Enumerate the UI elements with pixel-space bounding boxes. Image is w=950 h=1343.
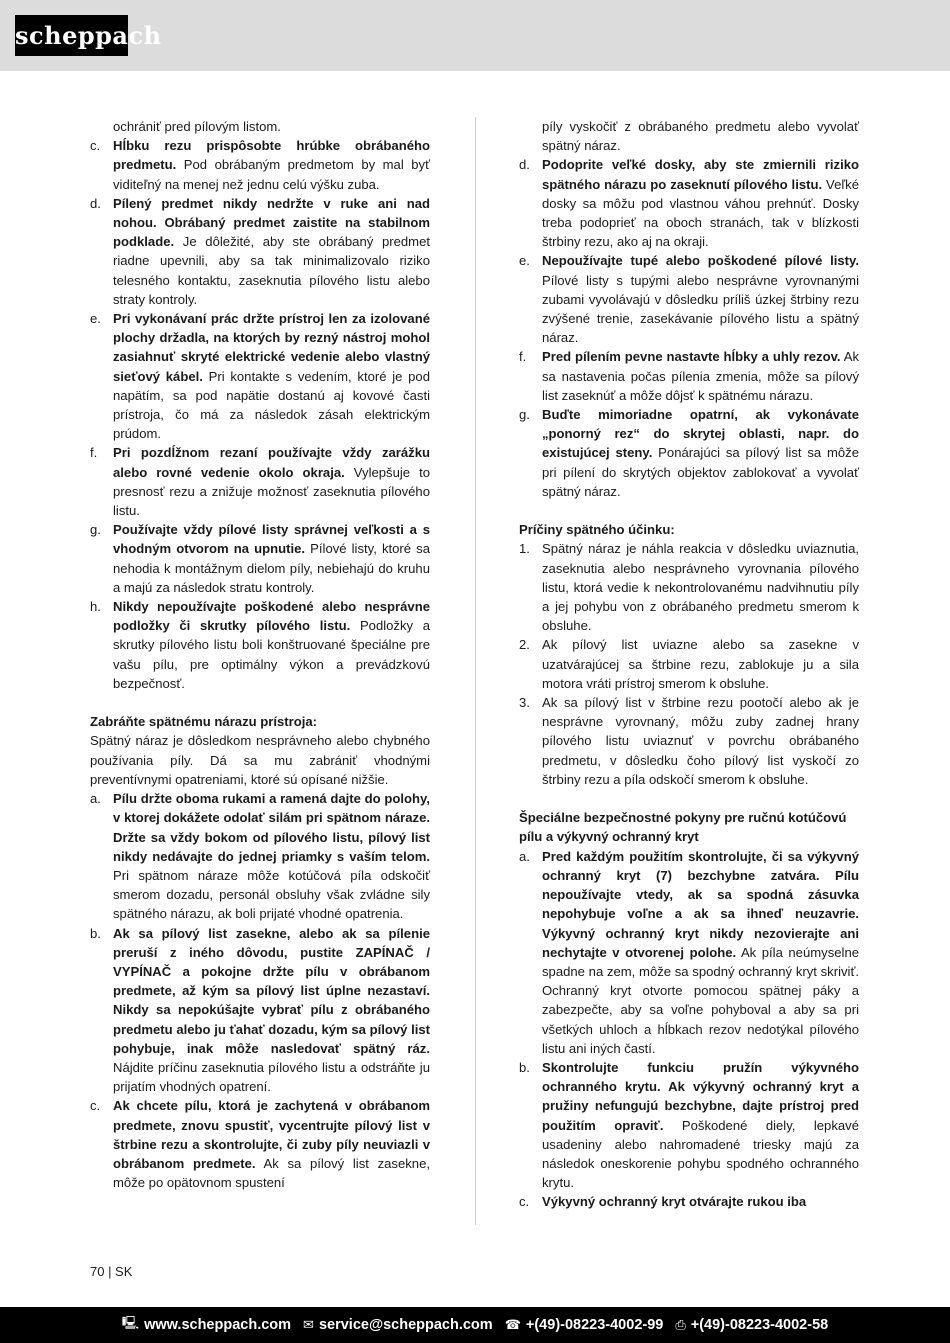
- item-text: Ak píla neúmyselne spadne na zem, môže sa spodný ochranný kryt skriviť. Ochranný kryt otvorte pomocou spätnej páky a zabezpečte, aby sa voľne pohyboval a aby sa pri všetkých uhloch a hĺbkach rezov nedotýkal pílového listu ani iných častí.: [542, 944, 860, 1056]
- list-marker: f.: [519, 349, 527, 365]
- list-left-1: [90, 136, 430, 693]
- right-column: [519, 117, 859, 1212]
- item-bold-text: Pred pílením pevne nastavte hĺbky a uhly rezov.: [542, 349, 841, 365]
- section-paragraph: Spätný náraz je dôsledkom nesprávneho alebo chybného používania píly. Dá sa mu zabrániť vhodnými preventívnymi opatreniami, ktoré sú opísané nižšie.: [90, 733, 430, 787]
- list-marker: d.: [519, 157, 530, 173]
- list-marker: 1.: [519, 541, 530, 557]
- item-bold-text: Ak chcete pílu, ktorá je zachytená v obrábanom predmete, znovu spustiť, vycentrujte pílový list v štrbine rezu a skontrolujte, či zuby píly neuviazli v obrábanom predmete.: [113, 1098, 430, 1171]
- list-item: [519, 155, 859, 251]
- list-marker: c.: [519, 1194, 530, 1210]
- list-item: [519, 539, 859, 635]
- item-text: Pílové listy, ktoré sa nehodia k montážnym dielom píly, nebiehajú do kruhu a majú za následok stratu kontroly.: [113, 541, 430, 595]
- item-bold-text: Hĺbku rezu prispôsobte hrúbke obrábaného predmetu.: [113, 138, 430, 173]
- item-text: Poškodené diely, lepkavé usadeniny alebo nahromadené triesky majú za následok oneskorenie pohybu spodného ochranného krytu.: [542, 1117, 859, 1191]
- item-text: Pod obrábaným predmetom by mal byť viditeľný na menej než jednu celú výšku zuba.: [113, 157, 430, 192]
- mail-icon: ✉: [303, 1317, 314, 1332]
- item-bold-text: Pílu držte oboma rukami a ramená dajte do polohy, v ktorej dokážete odolať silám pri spätnom náraze. Držte sa vždy bokom od pílového listu, pílový list nikdy nedávajte do jednej priamky s vaším telom.: [113, 791, 430, 864]
- section-title-kickback: Zabráňte spätnému nárazu prístroja:: [90, 714, 318, 730]
- list-item: [90, 789, 430, 923]
- list-marker: g.: [90, 522, 101, 538]
- item-bold-text: Nepoužívajte tupé alebo poškodené pílové listy.: [542, 253, 859, 269]
- list-marker: b.: [519, 1059, 530, 1075]
- list-item: [519, 405, 859, 501]
- list-item: [519, 693, 859, 789]
- list-item: [90, 520, 430, 597]
- item-text: Podložky a skrutky pílového listu boli konštruované špeciálne pre vašu pílu, pre optimálny výkon a prevádzkovú bezpečnosť.: [113, 618, 431, 691]
- list-marker: f.: [90, 445, 98, 461]
- item-text: Pílové listy s tupými alebo nesprávne vyrovnanými zubami vyvolávajú v dôsledku príliš úzkej štrbiny rezu zvýšené trenie, zasekávanie pílového listu a spätný náraz.: [542, 272, 859, 346]
- item-text: Pri spätnom náraze môže kotúčová píla odskočiť smerom dozadu, personál obsluhy však zvládne sily spätného nárazu, ak boli prijaté vhodné opatrenia.: [113, 867, 430, 922]
- list-item: [90, 443, 430, 520]
- list-marker: c.: [90, 138, 101, 154]
- list-marker: e.: [519, 253, 530, 269]
- item-bold-text: Nikdy nepoužívajte poškodené alebo nesprávne podložky či skrutky pílového listu.: [113, 599, 430, 634]
- list-marker: c.: [90, 1098, 101, 1114]
- item-text: Ak sa nastavenia počas pílenia zmenia, môže sa pílový list zaseknúť a môže dôjsť k spätnému nárazu.: [542, 349, 859, 403]
- list-right-1: [519, 155, 859, 501]
- footer-website[interactable]: [122, 1314, 291, 1336]
- page-number: 70 | SK: [90, 1264, 133, 1279]
- email-text: service@scheppach.com: [318, 1317, 493, 1333]
- list-marker: d.: [90, 195, 101, 211]
- scheppach-logo: scheppach: [15, 15, 128, 56]
- list-left-2: [90, 789, 430, 1192]
- item-bold-text: Používajte vždy pílové listy správnej veľkosti a s vhodným otvorom na upnutie.: [113, 522, 430, 557]
- continued-text: píly vyskočiť z obrábaného predmetu alebo vyvolať spätný náraz.: [542, 119, 859, 154]
- list-item: [90, 136, 430, 194]
- list-item: [90, 597, 430, 693]
- item-text: Ak sa pílový list zasekne, môže po opätovnom spustení: [113, 1155, 430, 1191]
- continued-text: ochrániť pred pílovým listom.: [113, 119, 281, 134]
- list-item: [90, 194, 430, 309]
- item-bold-text: Skontrolujte funkciu pružín výkyvného ochranného krytu. Ak výkyvný ochranný kryt a pružiny nefungujú bezchybne, dajte prístroj pred použitím opraviť.: [542, 1059, 859, 1133]
- item-text: Spätný náraz je náhla reakcia v dôsledku uviaznutia, zaseknutia alebo nesprávneho vyrovnania pílového listu, ktorá vedie k nekontrolovanému nadvihnutiu píly a jej pohybu von z obrábaného predmetu smerom k obsluhe.: [542, 541, 859, 634]
- item-bold-text: Ak sa pílový list zasekne, alebo ak sa pílenie preruší z iného dôvodu, pustite ZAPÍNAČ / VYPÍNAČ a pokojne držte pílu v obrábanom predmete, až kým sa pílový list úplne nezastaví. Nikdy sa nepokúšajte vybrať pílu z obrábaného predmetu alebo ju ťahať dozadu, kým sa pílový list pohybuje, inak môže nasledovať spätný ráz.: [113, 925, 430, 1056]
- computer-icon: 🖳: [121, 1315, 140, 1330]
- list-item: [519, 635, 859, 693]
- section-title-causes: Príčiny spätného účinku:: [519, 522, 675, 538]
- list-marker: 2.: [519, 637, 530, 653]
- list-marker: a.: [519, 848, 530, 864]
- list-item: [519, 1192, 859, 1211]
- list-item: [519, 251, 859, 347]
- footer-email[interactable]: [303, 1317, 493, 1333]
- item-bold-text: Pri vykonávaní prác držte prístroj len za izolované plochy držadla, na ktorých by rezný nástroj mohol zasiahnuť skryté elektrické vedenie alebo vlastný sieťový kábel.: [113, 311, 430, 384]
- list-marker: g.: [519, 407, 530, 423]
- phone-icon: ☎: [504, 1317, 521, 1332]
- item-text: Pri kontakte s vedením, ktoré je pod napätím, sa pod napätie dostanú aj kovové časti prístroja, čo má za následok zásah elektrickým prúdom.: [113, 368, 430, 442]
- list-marker: b.: [90, 925, 101, 941]
- footer-phone: [505, 1317, 664, 1333]
- item-text: Nájdite príčinu zaseknutia pílového listu a odstráňte ju prijatím vhodných opatrení.: [113, 1059, 430, 1095]
- list-marker: h.: [90, 599, 101, 615]
- list-item: [90, 309, 430, 443]
- footer-fax: [675, 1317, 828, 1333]
- item-text: Vylepšuje to presnosť rezu a znižuje možnosť zaseknutia pílového listu.: [113, 464, 430, 519]
- item-bold-text: Podoprite veľké dosky, aby ste zmiernili riziko spätného nárazu po zaseknutí pílového listu.: [542, 157, 859, 192]
- list-item: [519, 347, 859, 405]
- item-bold-text: Výkyvný ochranný kryt otvárajte rukou iba: [542, 1194, 807, 1210]
- item-text: Ak sa pílový list v štrbine rezu pootočí alebo ak je nesprávne vyrovnaný, môžu zuby zadnej hrany pílového listu uviaznuť v povrchu obrábaného predmetu, v dôsledku čoho pílový list vyskočí zo štrbiny rezu a píla odskočí smerom k obsluhe.: [542, 695, 859, 787]
- left-column: [90, 117, 430, 1192]
- item-bold-text: Pri pozdĺžnom rezaní používajte vždy zarážku alebo rovné vedenie okolo okraja.: [113, 445, 430, 480]
- item-bold-text: Buďte mimoriadne opatrní, ak vykonávate „ponorný rez“ do skrytej oblasti, napr. do existujúcej steny.: [542, 407, 859, 461]
- page-header: [0, 0, 950, 71]
- list-item: [519, 847, 859, 1058]
- item-bold-text: Pred každým použitím skontrolujte, či sa výkyvný ochranný kryt (7) bezchybne zatvára. Pílu nepoužívajte vtedy, ak sa spodná zásuvka nepohybuje voľne a ak sa ihneď neuzavrie. Výkyvný ochranný kryt nikdy nezovierajte ani nechytajte v otvorenej polohe.: [542, 848, 859, 960]
- item-text: Ak pílový list uviazne alebo sa zasekne v uzatvárajúcej sa štrbine rezu, zablokuje ju a sila motora vráti prístroj smerom k obsluhe.: [542, 637, 859, 691]
- item-text: Je dôležité, aby ste obrábaný predmet riadne upevnili, aby sa tak minimalizovalo riziko telesného kontaktu, zaseknutia pílového listu alebo straty kontroly.: [113, 234, 430, 307]
- phone-text: +(49)-08223-4002-99: [525, 1317, 664, 1333]
- item-text: Veľké dosky sa môžu pod vlastnou váhou prehnúť. Dosky treba podoprieť na oboch stranách, tak v blízkosti štrbiny rezu, ako aj na okraji.: [542, 176, 859, 250]
- list-item: [90, 924, 430, 1097]
- list-right-2: [519, 847, 859, 1212]
- item-bold-text: Pílený predmet nikdy nedržte v ruke ani nad nohou. Obrábaný predmet zaistite na stabilnom podklade.: [113, 195, 430, 250]
- list-item: [519, 1058, 859, 1192]
- section-title-special: Špeciálne bezpečnostné pokyny pre ručnú kotúčovú pílu a výkyvný ochranný kryt: [519, 810, 847, 845]
- fax-icon: ⎙: [675, 1317, 686, 1332]
- list-marker: e.: [90, 311, 101, 327]
- item-text: Ponárajúci sa pílový list sa môže pri pílení do skrytých objektov zablokovať a vyvolať spätný náraz.: [542, 445, 859, 499]
- list-marker: a.: [90, 791, 101, 807]
- list-marker: 3.: [519, 695, 530, 711]
- fax-text: +(49)-08223-4002-58: [690, 1317, 829, 1333]
- list-item: [90, 1096, 430, 1192]
- page-footer: [0, 1307, 950, 1343]
- column-divider: [475, 117, 476, 1225]
- website-text: www.scheppach.com: [144, 1317, 292, 1333]
- list-causes: [519, 539, 859, 789]
